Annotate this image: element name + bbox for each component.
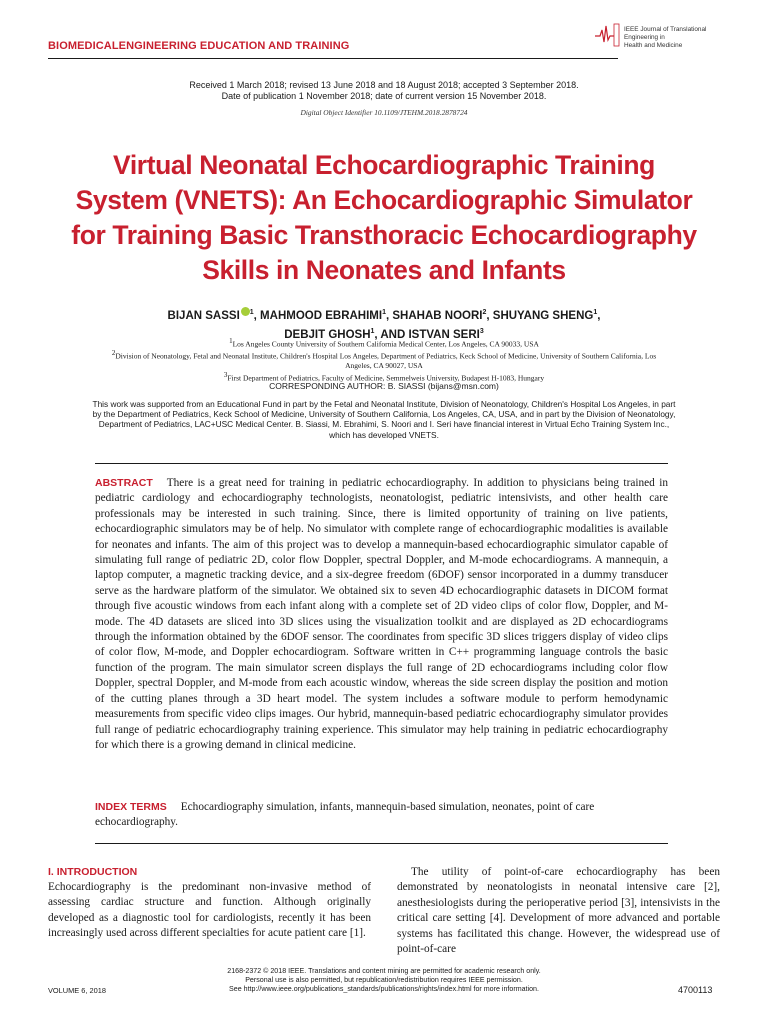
paper-title: Virtual Neonatal Echocardiographic Training System (VNETS): An Echocardiographic Simulator for Training Basic Transthoracic Echocardiography Skills in Neonates and Infants [71, 150, 697, 285]
journal-name-line: Health and Medicine [624, 42, 683, 50]
copyright-line: 2168-2372 © 2018 IEEE. Translations and content mining are permitted for academic research only. [227, 967, 541, 975]
author-name: , SHAHAB NOORI [386, 309, 483, 322]
author-affil-mark: 1 [249, 309, 254, 316]
abstract-text: There is a great need for training in pediatric echocardiography. In addition to physicians being trained in pediatric cardiology and echocardiography technologists, neonatologist, pediatric intensivists, and other health care professionals may be interested in such training. Since, there is limited opportunity of training on live patients, echocardiographic simulators may be of help. No simulator with complete range of echocardiographic modalities is available for neonates and infants. The aim of this project was to develop a mannequin-based echocardiographic simulator capable of simulating full range of pediatric 2D, color flow Doppler, spectral Doppler, and M-mode echocardiograms. A mannequin, a laptop computer, a magnetic tracking device, and a six-degree freedom (6DOF) sensor incorporated in a dummy transducer serve as the hardware platform of the simulator. We obtained six to seven 4D echocardiographic datasets in DICOM format through five acoustic windows from each infant along with a complete set of 2D video clips of color flow, Doppler, and M-mode. The 4D datasets are sliced into 3D slices using the visualization toolkit and are displayed as 2D echocardiograms through the information obtained by the 6DOF sensor. The coordinates from specific 3D slices triggers display of video clips of color flow, M-mode, and Doppler echocardiogram. Software written in C++ programming language controls the basic function of the program. The main simulator screen displays the full range of 2D echocardiograms including color flow Doppler, spectral Doppler, and M-mode from each acoustic window, whereas the side screen display the position and motion of the cutting planes through a 3D heart model. The system includes a software module to perform hemodynamic measurements from specific video clips images. Our hybrid, mannequin-based pediatric echocardiography simulator provides full range of pediatric echocardiography training experience. This simulator may help training in pediatric echocardiography for which there is a growing demand in clinical medicine. [95, 477, 668, 751]
copyright-line: Personal use is also permitted, but republication/redistribution requires IEEE permission. [245, 976, 523, 984]
author-affil-mark: 2 [482, 309, 487, 316]
corresponding-author: CORRESPONDING AUTHOR: B. SIASSI (bijans@msn.com) [269, 381, 499, 391]
affiliation [100, 337, 668, 349]
journal-name-line: Engineering in [624, 34, 665, 42]
author-name: , MAHMOOD EBRAHIMI [253, 309, 383, 322]
affiliations [100, 337, 668, 383]
publication-dates: Date of publication 1 November 2018; date of current version 15 November 2018. [221, 91, 547, 101]
abstract-bottom-rule [95, 843, 668, 844]
abstract-label: ABSTRACT [95, 477, 153, 489]
author-affil-mark: 1 [382, 309, 386, 316]
body-column-right: The utility of point-of-care echocardiography has been demonstrated by neonatologists in neonatal intensive care [2], anesthesiologists during the perioperative period [3], intensivists in the critical care setting [4]. Development of more advanced and portable systems has facilitated this change. However, the widespread use of point-of-care [397, 866, 720, 956]
index-terms [95, 800, 668, 831]
abstract [95, 476, 668, 753]
section-heading: I. INTRODUCTION [48, 866, 138, 878]
affiliation [100, 349, 668, 371]
affiliation-text: First Department of Pediatrics, Faculty of Medicine, Semmelweis University, Budapest H-1083, Hungary [227, 373, 545, 383]
affiliation-number: 1 [229, 337, 233, 345]
author-name: DEBJIT GHOSH [284, 328, 371, 341]
journal-name [624, 26, 706, 51]
orcid-icon[interactable] [241, 307, 250, 316]
section-label: BIOMEDICALENGINEERING EDUCATION AND TRAINING [48, 40, 350, 52]
copyright-notice [160, 967, 608, 994]
author-affil-mark: 1 [370, 327, 375, 335]
author-name: BIJAN SASSI [167, 309, 240, 322]
abstract-top-rule [95, 463, 668, 464]
author-separator: , [597, 309, 601, 322]
author-affil-mark: 1 [593, 309, 598, 316]
affiliation-text: Los Angeles County University of Southern California Medical Center, Los Angeles, CA 90033, USA [232, 339, 539, 349]
affiliation-text: Division of Neonatology, Fetal and Neonatal Institute, Children's Hospital Los Angeles, Department of Pediatrics, Keck School of Medicine, University of Southern California, Los Angeles, CA 90027, USA [115, 351, 657, 371]
author-name: , SHUYANG SHENG [486, 309, 594, 322]
author-affil-mark: 3 [479, 327, 484, 335]
body-column-left: Echocardiography is the predominant non-invasive method of assessing cardiac structure and function. Although originally developed as a diagnostic tool for cardiologists, recently it has been increasingly used across different specialties for acute patient care [1]. [48, 881, 371, 940]
journal-name-line: IEEE Journal of Translational [624, 26, 707, 33]
header-rule [48, 58, 618, 59]
index-terms-text: Echocardiography simulation, infants, mannequin-based simulation, neonates, point of care echocardiography. [95, 801, 595, 829]
doi: Digital Object Identifier 10.1109/JTEHM.2018.2878724 [300, 108, 468, 117]
index-terms-label: INDEX TERMS [95, 801, 167, 813]
received-dates: Received 1 March 2018; revised 13 June 2018 and 18 August 2018; accepted 3 September 2018. [189, 80, 579, 90]
funding-statement: This work was supported from an Educational Fund in part by the Fetal and Neonatal Institute, Division of Neonatology, Children's Hospital Los Angeles, in part by the Department of Pediatrics, Keck School of Medicine, University of Southern California, Los Angeles, CA, USA, and in part by the Division of Neonatology, Department of Pediatrics, LAC+USC Medical Center. B. Siassi, M. Ebrahimi, S. Noori and I. Seri have financial interest in Virtual Echo Training System Inc., which has developed VNETS. [92, 399, 676, 440]
affiliation-number: 2 [111, 349, 116, 358]
page-number: 4700113 [678, 985, 713, 995]
copyright-line: See http://www.ieee.org/publications_standards/publications/rights/index.html for more information. [229, 985, 539, 993]
journal-logo-icon [594, 22, 620, 48]
volume-info: VOLUME 6, 2018 [48, 986, 106, 995]
author-name: , AND ISTVAN SERI [374, 328, 480, 341]
affiliation-number: 3 [223, 370, 228, 379]
